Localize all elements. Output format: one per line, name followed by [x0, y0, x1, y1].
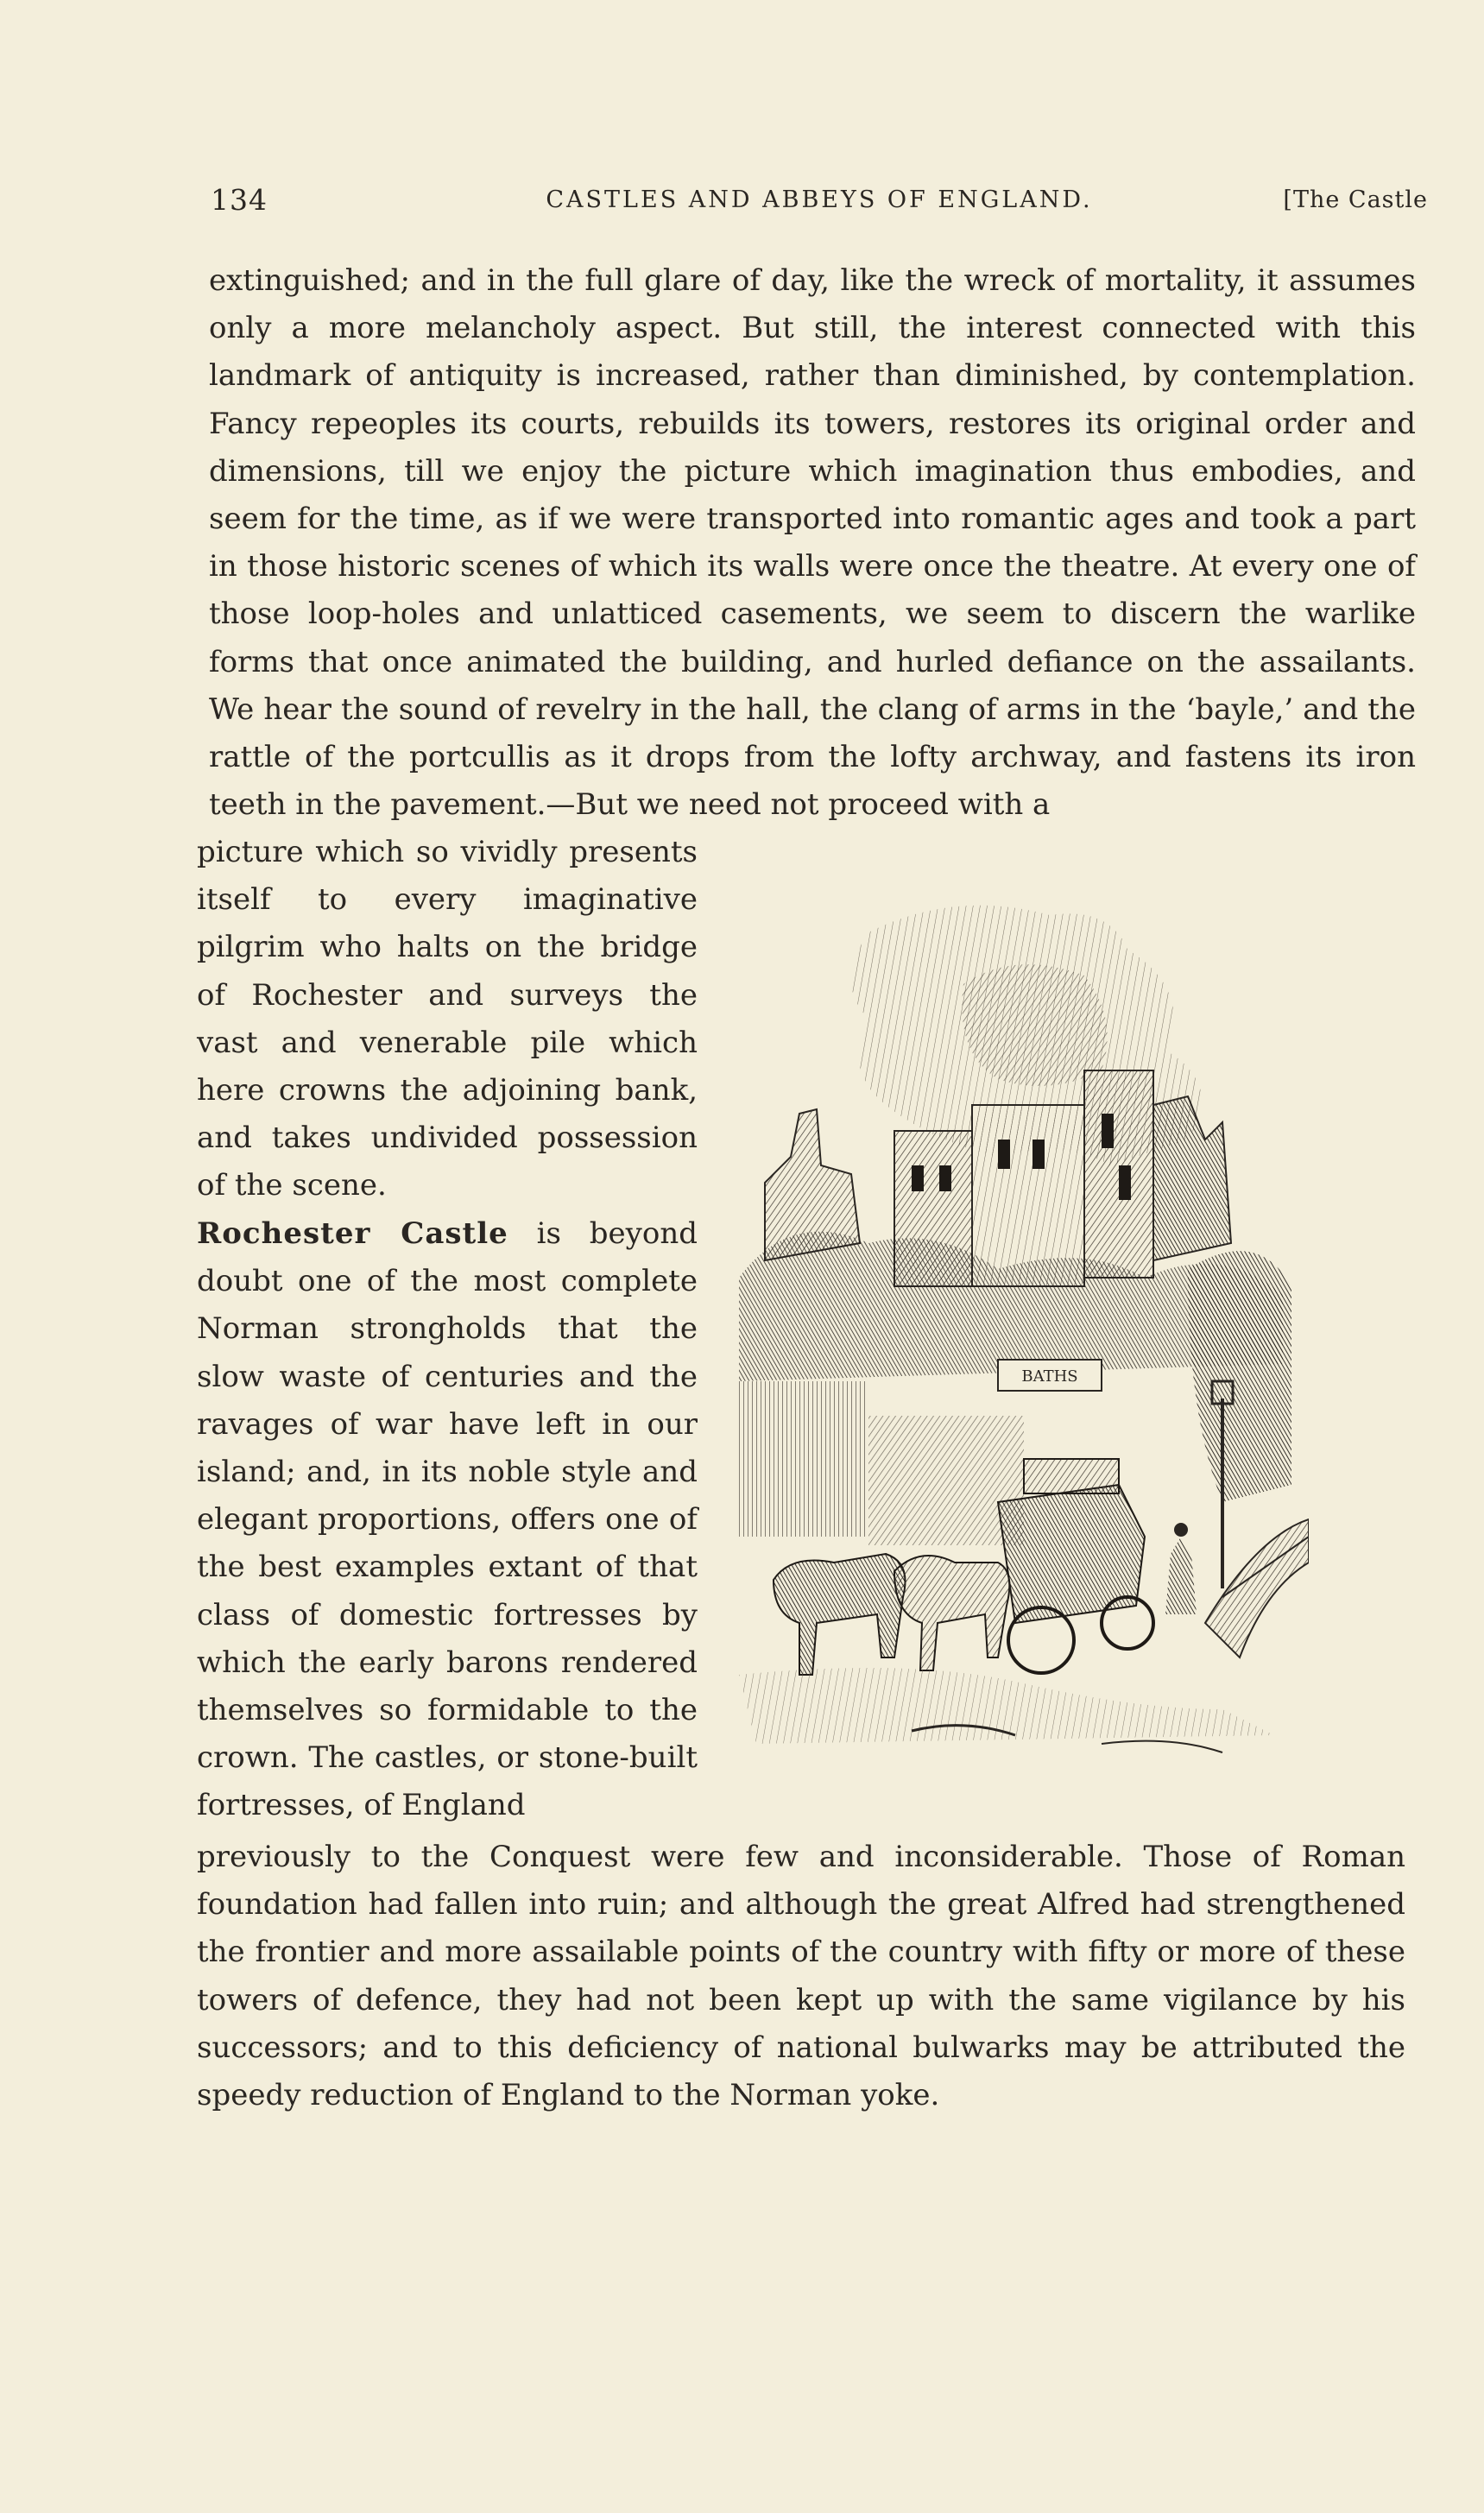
foreground-road: [739, 1668, 1274, 1752]
rochester-castle-engraving: [739, 881, 1309, 1804]
baths-sign-text: BATHS: [1021, 1367, 1078, 1386]
paragraph-column-1: picture which so vividly presents itself to every imaginative pilgrim who halts on the bridge of Rochester and surveys the vast and venerable pile which here crowns the adjoining bank, and takes undivided possession of the scene.: [197, 835, 698, 1203]
paragraph-column-2: [197, 1210, 698, 1830]
pedestrians: [1165, 1523, 1197, 1614]
running-title: CASTLES AND ABBEYS OF ENGLAND.: [546, 186, 1093, 213]
running-head: [211, 183, 1428, 226]
paragraph-column-2-text: is beyond doubt one of the most complete Norman strongholds that the slow waste of centuries and the ravages of war have left in our island; and, in its noble style and elegant proportions, offers one of the best examples extant of that class of domestic fortresses by which the early barons rendered themselves so formidable to the crown. The castles, or stone-built fortresses, of England: [197, 1216, 698, 1823]
baths-sign: [998, 1360, 1102, 1391]
paragraph-top: extinguished; and in the full glare of day, like the wreck of mortality, it assumes only a more melancholy aspect. But still, the interest connected with this landmark of antiquity is increased, rather than diminished, by contemplation. Fancy repeoples its courts, rebuilds its towers, restores its original order and dimensions, till we enjoy the picture which imagination thus embodies, and seem for the time, as if we were transported into romantic ages and took a part in those historic scenes of which its walls were once the theatre. At every one of those loop-holes and unlatticed casements, we seem to discern the warlike forms that once animated the building, and hurled defiance on the assailants. We hear the sound of revelry in the hall, the clang of arms in the ‘bayle,’ and the rattle of the portcullis as it drops from the lofty archway, and fastens its iron teeth in the pavement.—But we need not proceed with a: [209, 263, 1416, 823]
castle-name-blackletter: Rochester Castle: [197, 1216, 508, 1251]
street-buildings: [739, 1381, 1233, 1588]
paragraph-bottom: previously to the Conquest were few and inconsiderable. Those of Roman foundation had fallen into ruin; and although the great Alfred had strengthened the frontier and more assailable points of the country with fifty or more of these towers of defence, they had not been kept up with the same vigilance by his successors; and to this deficiency of national bulwarks may be attributed the speedy reduction of England to the Norman yoke.: [197, 1840, 1405, 2113]
horses: [774, 1554, 1009, 1675]
page-number: 134: [211, 183, 268, 217]
section-title: [The Castle: [1283, 186, 1428, 213]
